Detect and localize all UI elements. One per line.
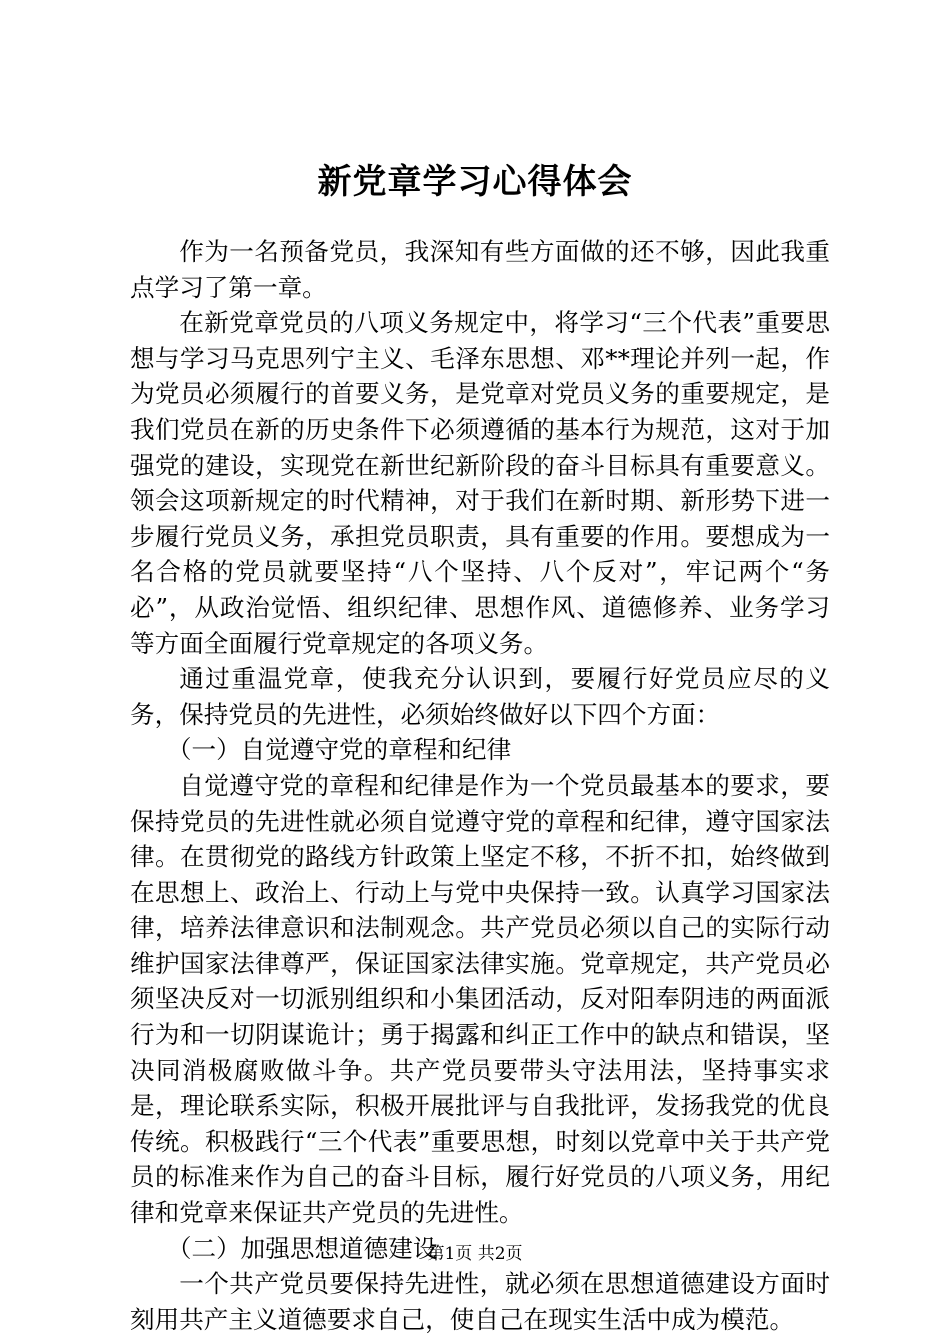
- document-title: 新党章学习心得体会: [317, 162, 633, 202]
- paragraph: 一个共产党员要保持先进性，就必须在思想道德建设方面时刻用共产主义道德要求自己，使自己在现实生活中成为模范。: [130, 1269, 830, 1334]
- paragraph: 作为一名预备党员，我深知有些方面做的还不够，因此我重点学习了第一章。: [130, 237, 830, 302]
- paragraph: 在新党章党员的八项义务规定中，将学习“三个代表”重要思想与学习马克思列宁主义、毛泽东思想、邓**理论并列一起，作为党员必须履行的首要义务，是党章对党员义务的重要规定，是我们党员在新的历史条件下必须遵循的基本行为规范，这对于加强党的建设，实现党在新世纪新阶段的奋斗目标具有重要意义。领会这项新规定的时代精神，对于我们在新时期、新形势下进一步履行党员义务，承担党员职责，具有重要的作用。要想成为一名合格的党员就要坚持“八个坚持、八个反对”，牢记两个“务必”，从政治觉悟、组织纪律、思想作风、道德修养、业务学习等方面全面履行党章规定的各项义务。: [130, 308, 830, 658]
- section-heading: （二）加强思想道德建设: [166, 1233, 438, 1263]
- paragraph: 通过重温党章，使我充分认识到，要履行好党员应尽的义务，保持党员的先进性，必须始终做好以下四个方面：: [130, 664, 830, 729]
- section-heading: （一）自觉遵守党的章程和纪律: [166, 735, 512, 765]
- paragraph: 自觉遵守党的章程和纪律是作为一个党员最基本的要求，要保持党员的先进性就必须自觉遵守党的章程和纪律，遵守国家法律。在贯彻党的路线方针政策上坚定不移，不折不扣，始终做到在思想上、政治上、行动上与党中央保持一致。认真学习国家法律，培养法律意识和法制观念。共产党员必须以自己的实际行动维护国家法律尊严，保证国家法律实施。党章规定，共产党员必须坚决反对一切派别组织和小集团活动，反对阳奉阴违的两面派行为和一切阴谋诡计；勇于揭露和纠正工作中的缺点和错误，坚决同消极腐败做斗争。共产党员要带头守法用法，坚持事实求是，理论联系实际，积极开展批评与自我批评，发扬我党的优良传统。积极践行“三个代表”重要思想，时刻以党章中关于共产党员的标准来作为自己的奋斗目标，履行好党员的八项义务，用纪律和党章来保证共产党员的先进性。: [130, 770, 830, 1228]
- page-number-footer: 第1页 共2页: [427, 1244, 523, 1264]
- document-body: [130, 234, 830, 1337]
